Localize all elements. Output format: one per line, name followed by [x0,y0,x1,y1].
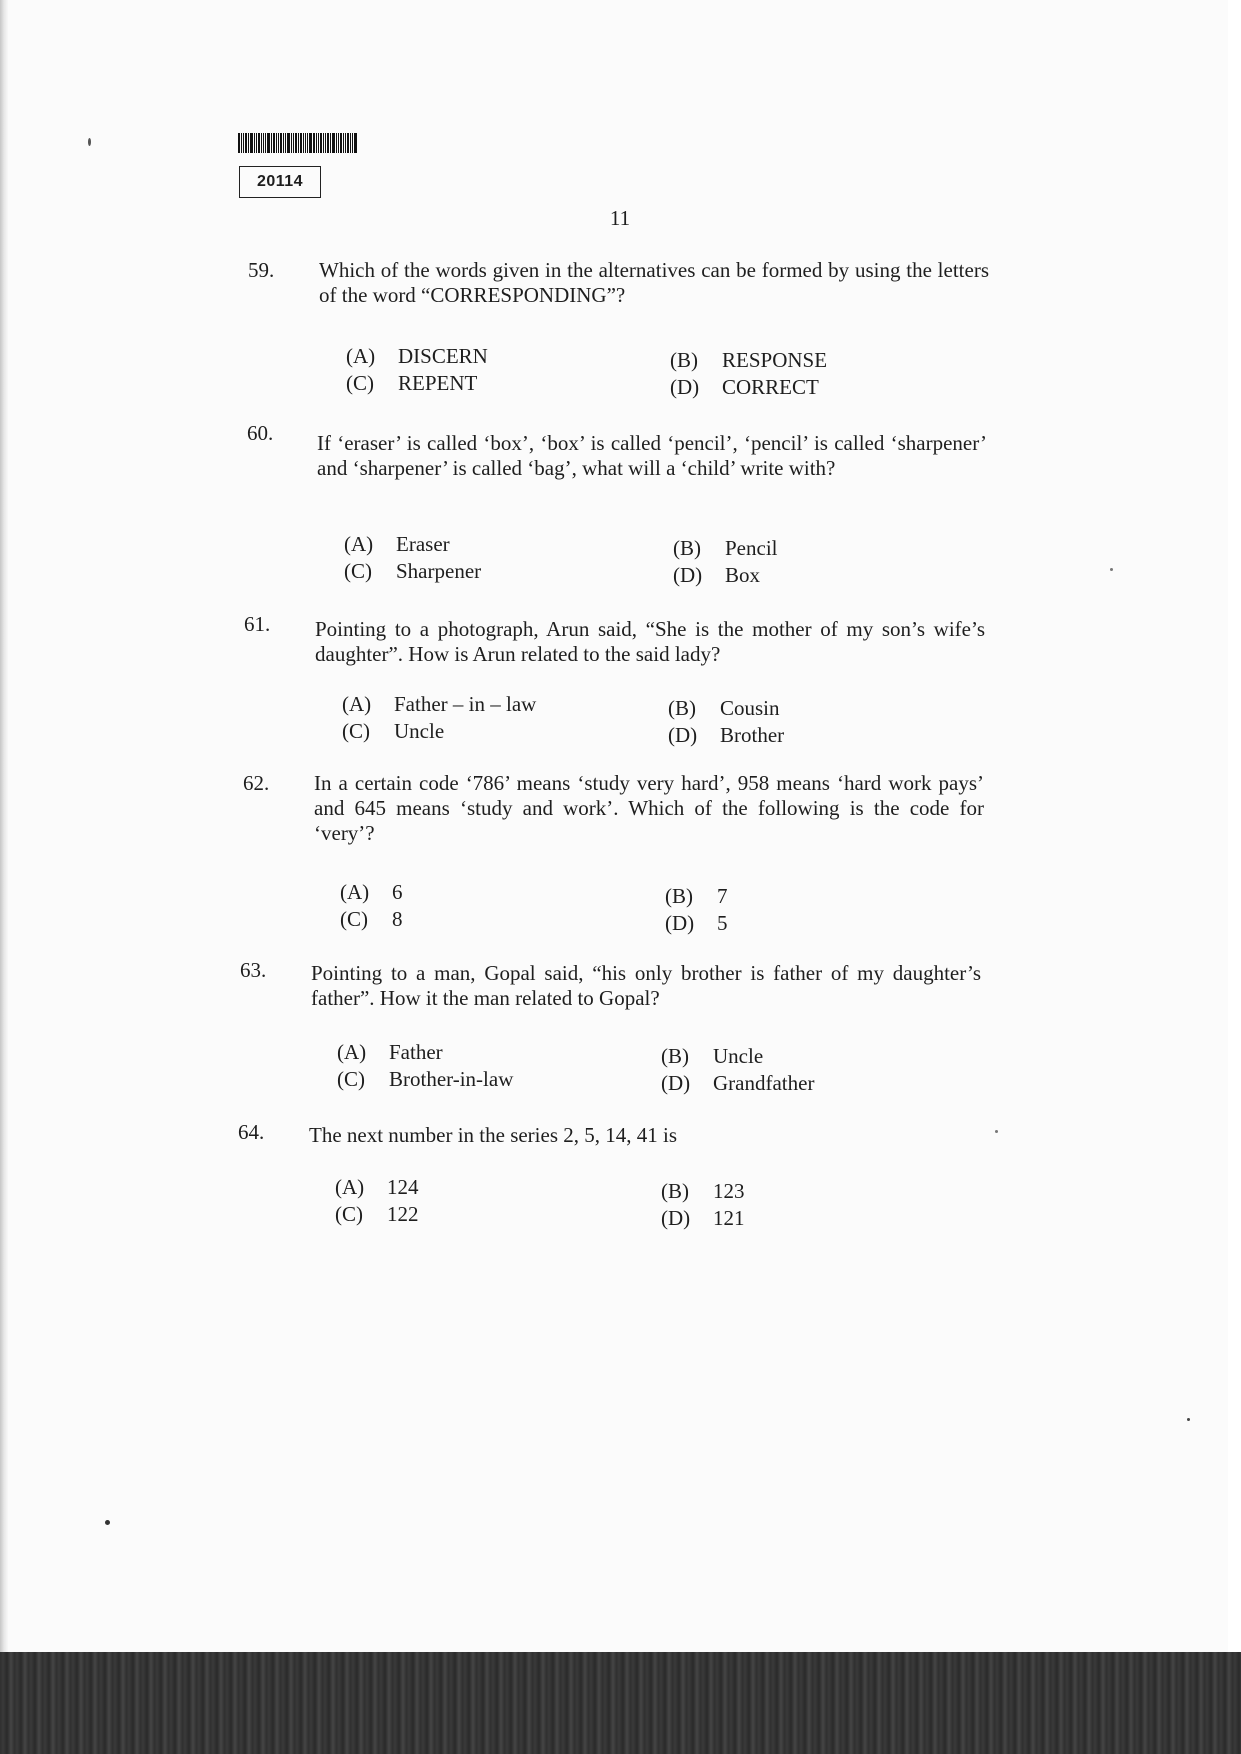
barcode-bar [293,133,294,153]
option-b[interactable]: (B) 123 [661,1179,745,1203]
option-a[interactable]: (A) Father [337,1040,443,1064]
question-text: Which of the words given in the alternatives can be formed by using the letters of the word “CORRESPONDING”? [319,258,989,307]
option-b[interactable]: (B) Cousin [668,696,780,720]
barcode-bar [343,133,344,153]
option-a[interactable]: (A) Eraser [344,532,450,556]
option-b[interactable]: (B) RESPONSE [670,348,828,372]
barcode-bar [267,133,270,153]
barcode-bar [347,133,349,153]
barcode-bar [254,133,255,153]
option-b[interactable]: (B) 7 [665,884,728,908]
barcode-bar [336,133,337,153]
barcode-bar [307,133,308,153]
option-a[interactable]: (A) Father – in – law [342,692,537,716]
barcode-bar [278,133,279,153]
option-b[interactable]: (B) Pencil [673,536,778,560]
barcode-bar [245,133,247,153]
barcode-bar [263,133,264,153]
barcode-bar [273,133,275,153]
question-text: If ‘eraser’ is called ‘box’, ‘box’ is called ‘pencil’, ‘pencil’ is called ‘sharpener’ and ‘sharpener’ is called ‘bag’, what will a ‘child’ write with? [317,431,987,480]
barcode-bar [345,133,346,153]
question-text: Pointing to a photograph, Arun said, “She is the mother of my son’s wife’s daughter”. How is Arun related to the said lady? [315,617,985,666]
question-number: 62. [243,771,270,795]
barcode-bar [338,133,339,153]
scan-edge [1228,0,1241,1652]
scan-speck [1187,1418,1190,1421]
scan-shadow-left [0,0,8,1652]
barcode-bar [258,133,260,153]
option-c[interactable]: (C) Brother-in-law [337,1067,514,1091]
barcode-bar [256,133,257,153]
barcode-bar [320,133,322,153]
option-d[interactable]: (D) CORRECT [670,375,819,399]
question-text: Pointing to a man, Gopal said, “his only brother is father of my daughter’s father”. How it the man related to Gopal? [311,961,981,1010]
question-number: 64. [238,1120,265,1144]
question-number: 59. [248,258,275,282]
barcode-bar [283,133,284,153]
barcode-bar [327,133,329,153]
barcode-bar [298,133,299,153]
scanner-bed [0,1652,1241,1754]
barcode-bar [287,133,290,153]
option-c[interactable]: (C) Uncle [342,719,445,743]
barcode-bar [305,133,306,153]
option-a[interactable]: (A) DISCERN [346,344,488,368]
barcode-bar [300,133,302,153]
option-c[interactable]: (C) 122 [335,1202,419,1226]
barcode-bar [354,133,357,153]
question-number: 60. [247,421,274,445]
question-text: The next number in the series 2, 5, 14, 41 is [309,1123,678,1147]
barcode-bar [313,133,315,153]
option-d[interactable]: (D) Brother [668,723,785,747]
scan-speck [88,138,91,146]
barcode-bar [325,133,326,153]
question-number: 63. [240,958,267,982]
barcode-bar [265,133,266,153]
barcode-bar [340,133,342,153]
paper-code-box: 20114 [239,166,321,198]
option-d[interactable]: (D) Box [673,563,761,587]
barcode-bar [250,133,253,153]
option-a[interactable]: (A) 6 [340,880,403,904]
option-d[interactable]: (D) Grandfather [661,1071,815,1095]
scan-speck [1110,568,1113,571]
barcode-bar [285,133,286,153]
barcode-bar [241,133,242,153]
question-number: 61. [244,612,271,636]
barcode-bar [350,133,351,153]
barcode-bar [243,133,244,153]
barcode-bar [323,133,324,153]
page-number: 11 [609,206,631,230]
barcode-bar [316,133,317,153]
barcode-bar [330,133,331,153]
option-c[interactable]: (C) 8 [340,907,403,931]
barcode-bar [280,133,282,153]
barcode-bar [352,133,353,153]
barcode [238,133,372,153]
barcode-bar [332,133,335,153]
barcode-bar [291,133,292,153]
question-text: In a certain code ‘786’ means ‘study very hard’, 958 means ‘hard work pays’ and 645 means ‘study and work’. Which of the following is the code for ‘very’? [314,771,984,845]
barcode-bar [295,133,297,153]
option-c[interactable]: (C) Sharpener [344,559,482,583]
barcode-bar [318,133,319,153]
scan-speck [105,1520,110,1525]
option-b[interactable]: (B) Uncle [661,1044,764,1068]
scan-speck [995,1130,998,1133]
option-d[interactable]: (D) 5 [665,911,728,935]
barcode-bar [309,133,312,153]
barcode-bar [261,133,262,153]
barcode-bar [271,133,272,153]
barcode-bar [276,133,277,153]
barcode-bar [248,133,249,153]
option-a[interactable]: (A) 124 [335,1175,419,1199]
option-c[interactable]: (C) REPENT [346,371,478,395]
option-d[interactable]: (D) 121 [661,1206,745,1230]
barcode-bar [303,133,304,153]
barcode-bar [238,133,240,153]
